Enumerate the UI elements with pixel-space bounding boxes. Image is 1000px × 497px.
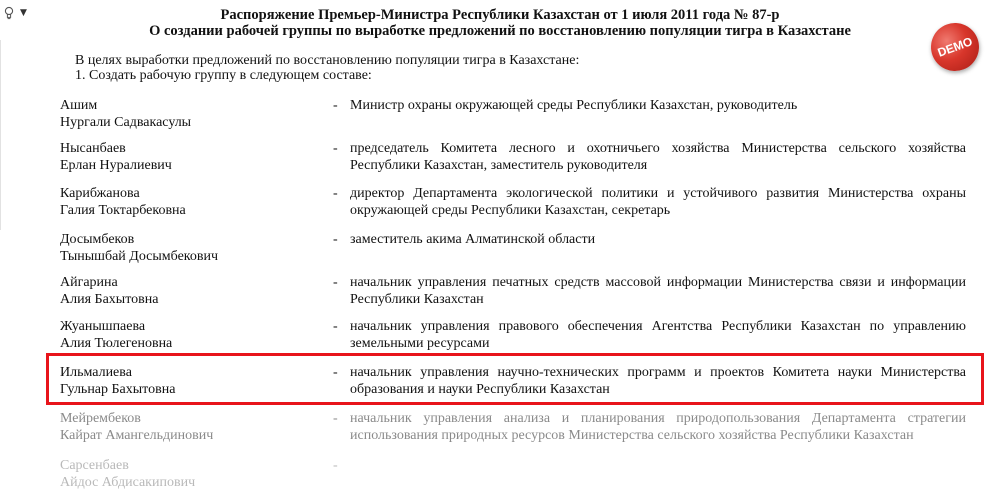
member-surname: Жуанышпаева	[60, 319, 146, 334]
member-given-name: Тынышбай Досымбекович	[60, 249, 219, 264]
member-given-name: Алия Бахытовна	[60, 292, 159, 307]
member-row	[0, 457, 1000, 497]
member-dash: -	[333, 319, 338, 334]
document-subtitle: О создании рабочей группы по выработке предложений по восстановлению популяции тигра в Казахстане	[149, 23, 851, 39]
member-dash: -	[333, 411, 338, 426]
highlight-box	[46, 353, 984, 405]
member-given-name: Ерлан Нуралиевич	[60, 158, 172, 173]
member-role: начальник управления анализа и планирования природопользования Департамента стратегии использования природных ресурсов Министерства сельского хозяйства Республики Казахстан	[350, 411, 966, 443]
member-dash: -	[333, 186, 338, 201]
member-row	[0, 140, 1000, 180]
member-given-name: Нургали Садвакасулы	[60, 115, 192, 130]
member-given-name: Кайрат Амангельдинович	[60, 428, 214, 443]
member-role: начальник управления правового обеспечения Агентства Республики Казахстан по управлению земельными ресурсами	[350, 319, 966, 351]
member-given-name: Галия Toктарбековна	[60, 203, 186, 218]
member-dash: -	[333, 232, 338, 247]
member-surname: Айгарина	[60, 275, 118, 290]
demo-badge: DEMO	[924, 16, 986, 78]
caret-down-icon[interactable]: ▼	[20, 8, 27, 18]
member-dash: -	[333, 98, 338, 113]
member-surname: Досымбеков	[60, 232, 135, 247]
member-surname: Ашим	[60, 98, 98, 113]
member-row	[0, 231, 1000, 271]
member-role: начальник управления печатных средств массовой информации Министерства связи и информации Республики Казахстан	[350, 275, 966, 307]
member-row	[0, 410, 1000, 450]
member-surname: Нысанбаев	[60, 141, 126, 156]
member-role: заместитель акима Алматинской области	[350, 232, 596, 247]
member-dash: -	[333, 365, 338, 380]
member-surname: Ильмалиева	[60, 365, 132, 380]
member-role: председатель Комитета лесного и охотничьего хозяйства Министерства сельского хозяйства Республики Казахстан, заместитель руководителя	[350, 141, 966, 173]
member-row	[0, 97, 1000, 137]
member-role: Министр охраны окружающей среды Республики Казахстан, руководитель	[350, 98, 798, 113]
intro-clause: 1. Создать рабочую группу в следующем составе:	[75, 68, 372, 83]
member-row	[0, 185, 1000, 225]
member-row	[0, 274, 1000, 314]
member-role: директор Департамента экологической политики и устойчивого развития Министерства охраны окружающей среды Республики Казахстан, секретарь	[350, 186, 966, 218]
member-surname: Карибжанова	[60, 186, 140, 201]
member-dash: -	[333, 458, 338, 473]
intro-paragraph: В целях выработки предложений по восстановлению популяции тигра в Казахстане:	[75, 53, 580, 68]
member-given-name: Алия Тюлегеновна	[60, 336, 173, 351]
member-row	[0, 318, 1000, 358]
member-role: начальник управления научно-технических программ и проектов Комитета науки Министерства образования и науки Республики Казахстан	[350, 365, 966, 397]
member-given-name: Гульнар Бахытовна	[60, 382, 176, 397]
member-surname: Сарсенбаев	[60, 458, 129, 473]
member-dash: -	[333, 275, 338, 290]
member-dash: -	[333, 141, 338, 156]
member-surname: Мейрембеков	[60, 411, 141, 426]
member-given-name: Айдос Абдисакипович	[60, 475, 196, 490]
document-title: Распоряжение Премьер-Министра Республики Казахстан от 1 июля 2011 года № 87-р	[220, 7, 780, 23]
